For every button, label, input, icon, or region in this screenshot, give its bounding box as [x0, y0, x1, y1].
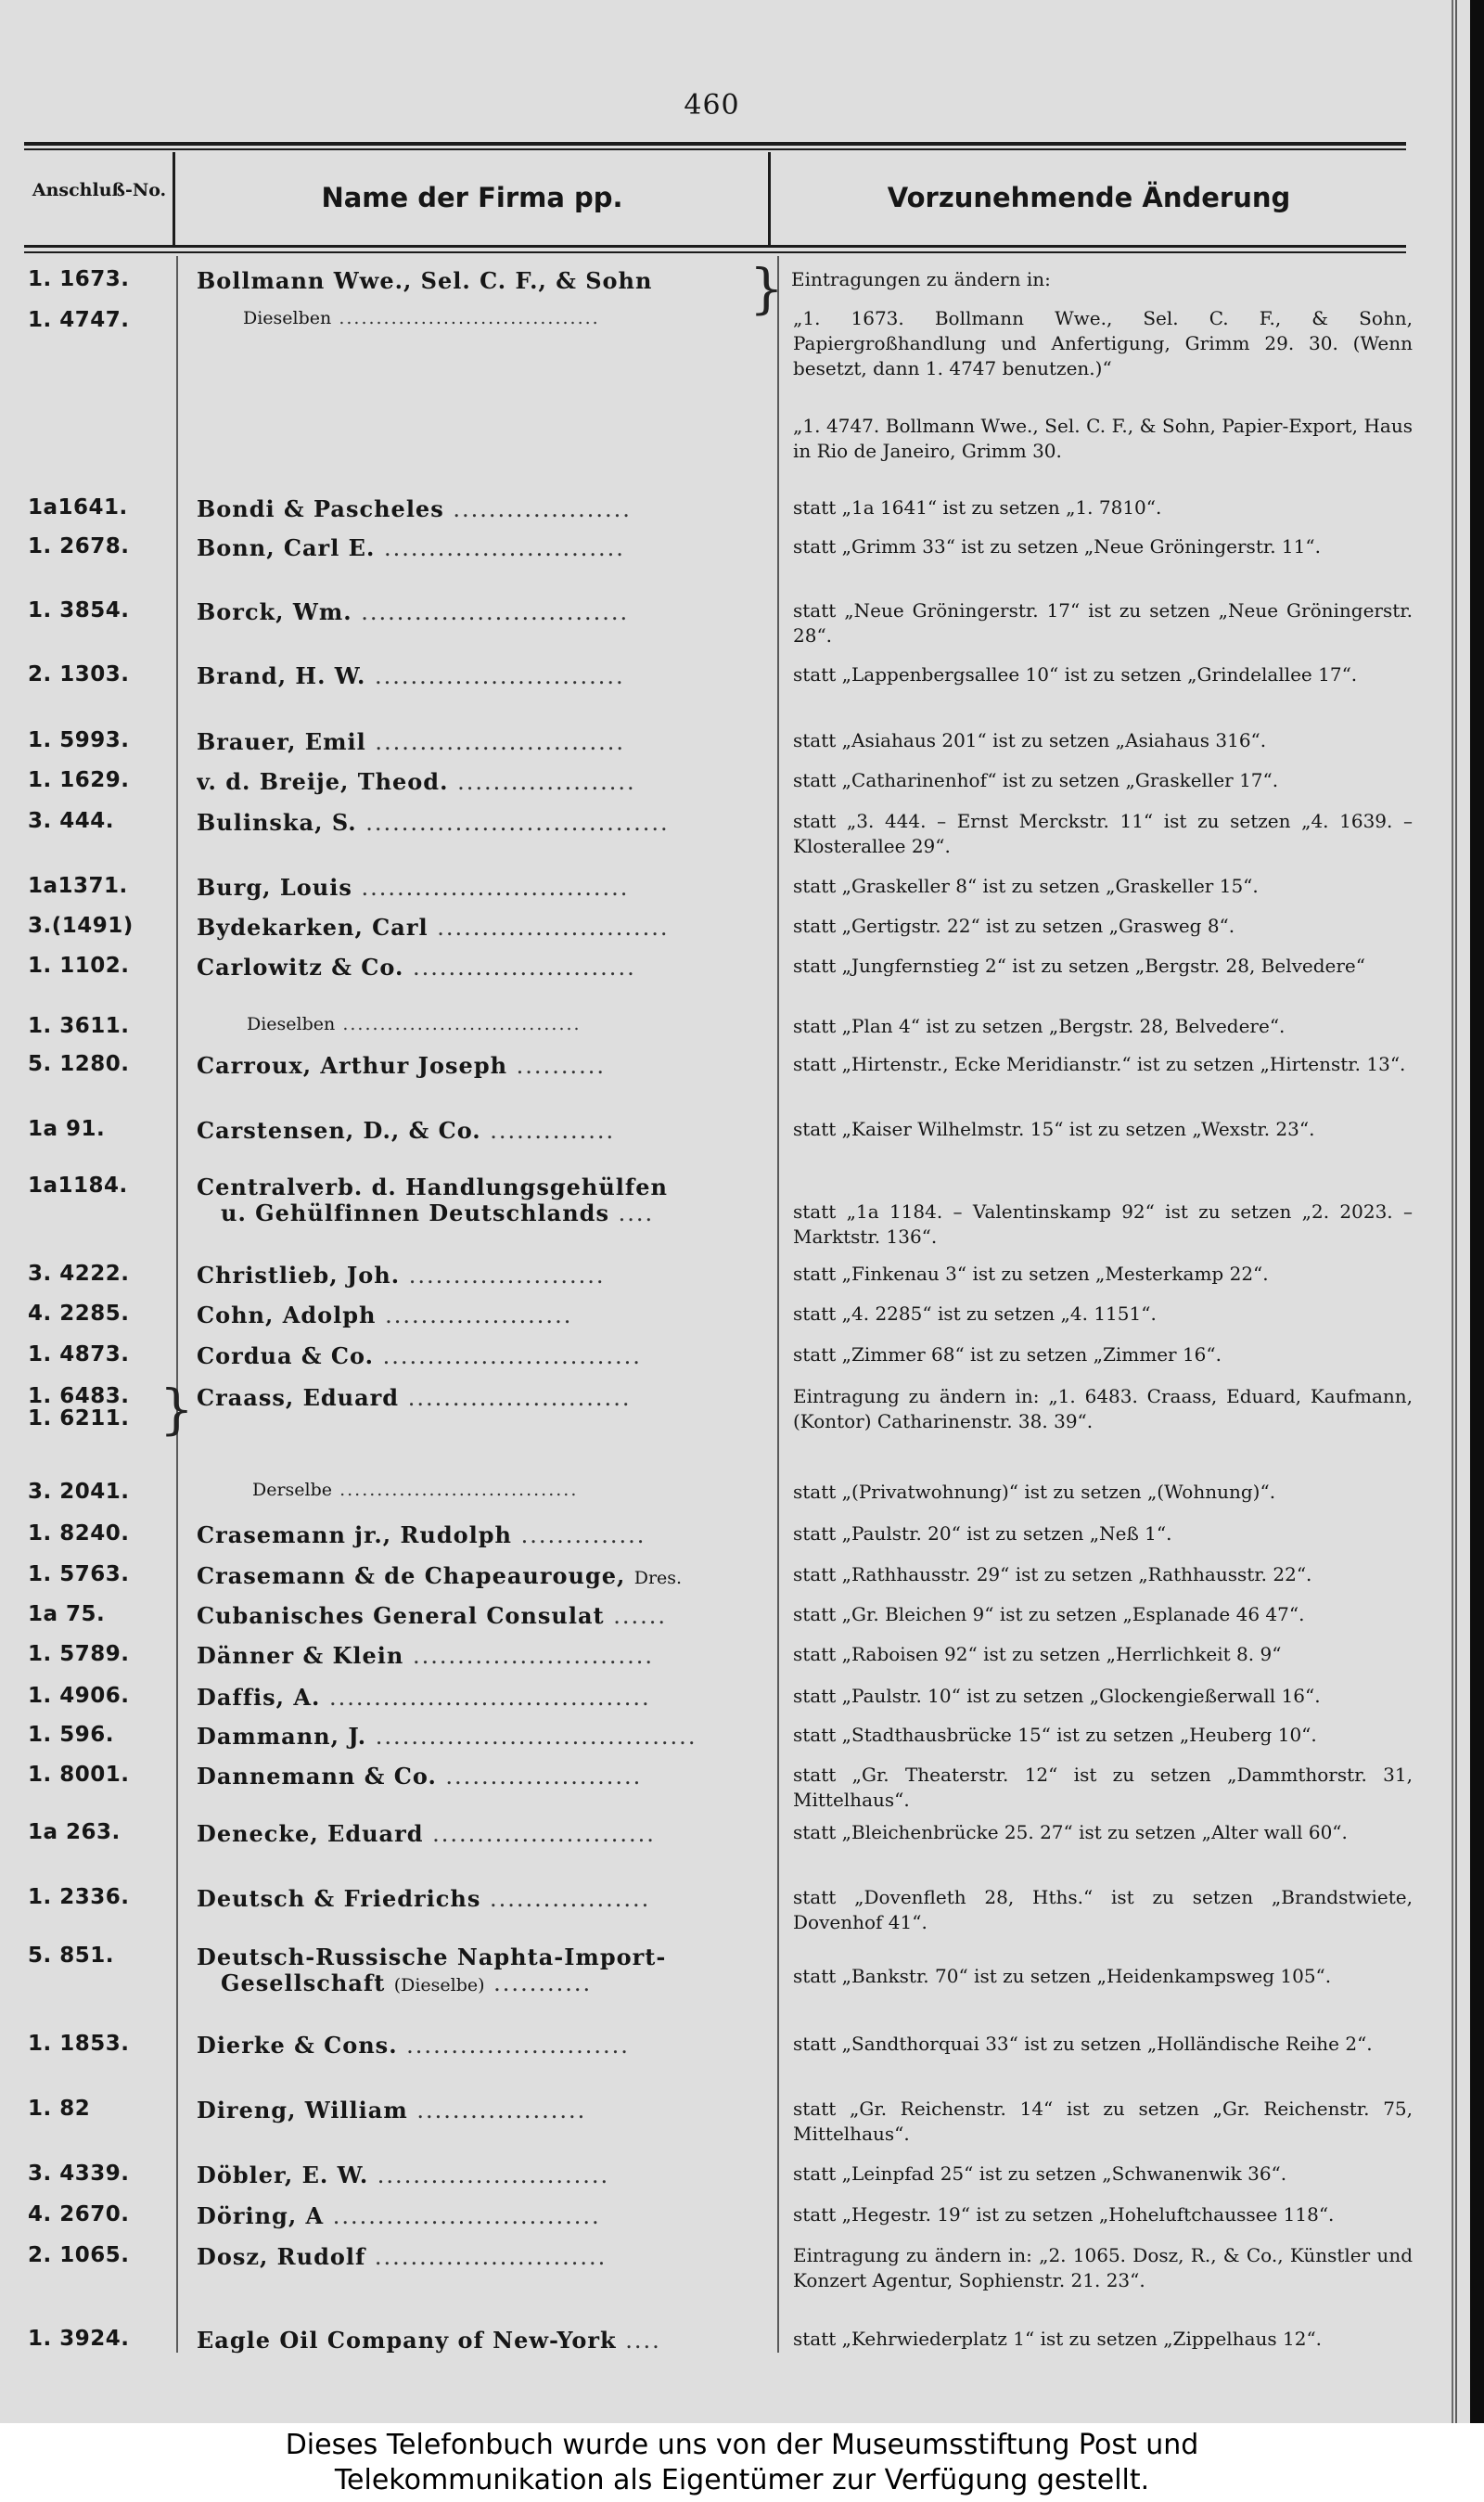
entry-name: Burg, Louis .............................. [197, 874, 630, 901]
entry-name: Centralverb. d. Handlungsgehülfen [197, 1174, 668, 1200]
entry-number: 3.(1491) [28, 914, 134, 938]
entry-name-continued: u. Gehülfinnen Deutschlands .... [221, 1200, 655, 1226]
entry-change-continued: „1. 4747. Bollmann Wwe., Sel. C. F., & Sohn, Papier-Export, Haus in Rio de Janeiro, Grimm 30. [793, 415, 1413, 462]
entry-number: 1. 3924. [28, 2327, 130, 2351]
entry-number: 1a 75. [28, 1602, 106, 1626]
entry-number: 1a1641. [28, 495, 128, 520]
entry-change: statt „Dovenfleth 28, Hths.“ ist zu setzen „Brandstwiete, Dovenhof 41“. [793, 1886, 1413, 1933]
entry-number: 1a 91. [28, 1117, 106, 1141]
entry-number: 3. 4222. [28, 1262, 130, 1286]
entry-number: 1. 1853. [28, 2032, 130, 2056]
entry-number: 2. 1065. [28, 2243, 130, 2267]
entry-name: Cohn, Adolph ..................... [197, 1302, 573, 1328]
entry-number: 1. 82 [28, 2097, 91, 2121]
entry-number: 1. 3611. [28, 1014, 130, 1038]
entry-change: statt „Grimm 33“ ist zu setzen „Neue Gröningerstr. 11“. [793, 535, 1321, 558]
entry-number: 5. 851. [28, 1944, 114, 1968]
entry-number: 1. 4747. [28, 308, 130, 332]
entry-name: Carlowitz & Co. ......................... [197, 954, 636, 981]
column-header-number: Anschluß-No. [32, 180, 167, 200]
entry-number-secondary: 1. 6211. [28, 1406, 130, 1431]
entry-change: statt „Kehrwiederplatz 1“ ist zu setzen „Zippelhaus 12“. [793, 2328, 1323, 2350]
entry-name: Bollmann Wwe., Sel. C. F., & Sohn [197, 267, 653, 294]
entry-name: Denecke, Eduard ......................... [197, 1820, 656, 1847]
entry-number: 1. 1629. [28, 768, 130, 792]
entry-name: Carstensen, D., & Co. .............. [197, 1117, 616, 1144]
entry-name: Bydekarken, Carl .......................... [197, 914, 670, 941]
entry-number: 2. 1303. [28, 662, 130, 686]
footer-line-2: Telekommunikation als Eigentümer zur Verfügung gestellt. [334, 2464, 1150, 2496]
entry-number: 3. 4339. [28, 2162, 130, 2186]
entry-change: statt „Raboisen 92“ ist zu setzen „Herrlichkeit 8. 9“ [793, 1643, 1282, 1665]
entry-change: Eintragungen zu ändern in: [791, 268, 1051, 290]
entry-name: Döring, A .............................. [197, 2202, 601, 2229]
entry-name: Bulinska, S. .................................. [197, 809, 670, 836]
entry-change: statt „Hirtenstr., Ecke Meridianstr.“ ist zu setzen „Hirtenstr. 13“. [793, 1053, 1406, 1075]
entry-number: 1. 4873. [28, 1342, 130, 1366]
entry-change: Eintragung zu ändern in: „2. 1065. Dosz, R., & Co., Künstler und Konzert Agentur, Sophienstr. 21. 23“. [793, 2244, 1413, 2291]
entry-change: statt „Rathhausstr. 29“ ist zu setzen „Rathhausstr. 22“. [793, 1563, 1312, 1585]
entry-number: 1. 6483. [28, 1384, 130, 1408]
entry-change: statt „3. 444. – Ernst Merckstr. 11“ ist zu setzen „4. 1639. – Klosterallee 29“. [793, 810, 1413, 857]
entry-number: 1a1184. [28, 1174, 128, 1198]
footer-text [0, 2423, 1484, 2498]
entry-name: Döbler, E. W. .......................... [197, 2162, 610, 2188]
entry-number: 3. 444. [28, 809, 114, 833]
entry-name: Borck, Wm. .............................. [197, 598, 630, 625]
header-bottom-rule [24, 245, 1406, 248]
entry-change: statt „Kaiser Wilhelmstr. 15“ ist zu setzen „Wexstr. 23“. [793, 1118, 1315, 1140]
entry-name: Dammann, J. .................................... [197, 1723, 697, 1750]
entry-change: statt „Stadthausbrücke 15“ ist zu setzen „Heuberg 10“. [793, 1724, 1317, 1746]
entry-name: Cordua & Co. ............................. [197, 1342, 642, 1369]
entry-name: Craass, Eduard ......................... [197, 1384, 632, 1411]
entry-name: Crasemann jr., Rudolph .............. [197, 1521, 646, 1548]
entry-number: 4. 2670. [28, 2202, 130, 2226]
entry-change: statt „1a 1641“ ist zu setzen „1. 7810“. [793, 496, 1162, 519]
header-bottom-rule-thin [24, 251, 1406, 253]
entry-number: 5. 1280. [28, 1052, 130, 1076]
entry-name: Deutsch-Russische Naphta-Import- [197, 1944, 667, 1970]
entry-name: Dieselben ................................... [243, 308, 600, 328]
entry-change: statt „Neue Gröningerstr. 17“ ist zu setzen „Neue Gröningerstr. 28“. [793, 599, 1413, 647]
scan-edge-lines [1452, 0, 1457, 2423]
entry-change: statt „Hegestr. 19“ ist zu setzen „Hoheluftchaussee 118“. [793, 2203, 1335, 2226]
entry-name: Eagle Oil Company of New-York .... [197, 2327, 661, 2354]
entry-change: statt „Zimmer 68“ ist zu setzen „Zimmer 16“. [793, 1343, 1222, 1366]
entry-name: Deutsch & Friedrichs .................. [197, 1885, 651, 1912]
entry-name: Dänner & Klein ........................... [197, 1642, 654, 1669]
entry-name: Brand, H. W. ............................ [197, 662, 625, 689]
column-divider-2 [777, 256, 779, 2353]
entry-name: Dosz, Rudolf .......................... [197, 2243, 608, 2270]
column-header-name: Name der Firma pp. [321, 182, 623, 213]
scan-edge [1470, 0, 1484, 2423]
entry-number: 1. 5763. [28, 1562, 130, 1586]
top-rule-thin [24, 148, 1406, 150]
entry-change: statt „Sandthorquai 33“ ist zu setzen „Holländische Reihe 2“. [793, 2033, 1373, 2055]
entry-number: 1. 596. [28, 1723, 114, 1747]
entry-change: „1. 1673. Bollmann Wwe., Sel. C. F., & Sohn, Papiergroßhandlung und Anfertigung, Grimm 29. 30. (Wenn besetzt, dann 1. 4747 benutzen.)“ [793, 307, 1413, 379]
entry-change: statt „4. 2285“ ist zu setzen „4. 1151“. [793, 1302, 1157, 1325]
entry-number: 1. 4906. [28, 1684, 130, 1708]
entry-change: statt „1a 1184. – Valentinskamp 92“ ist zu setzen „2. 2023. – Marktstr. 136“. [793, 1200, 1413, 1248]
footer-notice [0, 2423, 1484, 2502]
entry-name: Crasemann & de Chapeaurouge, Dres. [197, 1562, 683, 1589]
entry-number: 1. 2678. [28, 534, 130, 558]
entry-name: Dierke & Cons. ......................... [197, 2032, 630, 2059]
entry-change: statt „Catharinenhof“ ist zu setzen „Graskeller 17“. [793, 769, 1279, 791]
entry-name: Bonn, Carl E. ........................... [197, 534, 625, 561]
entry-change: statt „Finkenau 3“ ist zu setzen „Mesterkamp 22“. [793, 1263, 1269, 1285]
entry-number: 1. 8240. [28, 1521, 130, 1546]
entry-number: 3. 2041. [28, 1480, 130, 1504]
entry-change: statt „Graskeller 8“ ist zu setzen „Graskeller 15“. [793, 875, 1259, 897]
entry-change: statt „Lappenbergsallee 10“ ist zu setzen „Grindelallee 17“. [793, 663, 1358, 686]
entry-change: statt „Asiahaus 201“ ist zu setzen „Asiahaus 316“. [793, 729, 1267, 751]
entry-change: statt „Gr. Reichenstr. 14“ ist zu setzen „Gr. Reichenstr. 75, Mittelhaus“. [793, 2098, 1413, 2145]
entry-number: 1a 263. [28, 1820, 121, 1844]
entry-number: 1. 1673. [28, 267, 130, 291]
entry-name: Bondi & Pascheles .................... [197, 495, 632, 522]
entry-name: Direng, William ................... [197, 2097, 587, 2123]
entry-name: v. d. Breije, Theod. .................... [197, 768, 636, 795]
entry-change: statt „Jungfernstieg 2“ ist zu setzen „Bergstr. 28, Belvedere“ [793, 955, 1365, 977]
entry-name: Dannemann & Co. ...................... [197, 1763, 643, 1790]
column-header-change: Vorzunehmende Änderung [887, 182, 1291, 213]
entry-name: Carroux, Arthur Joseph .......... [197, 1052, 606, 1079]
header-divider-2 [768, 152, 771, 245]
entry-change: statt „Leinpfad 25“ ist zu setzen „Schwanenwik 36“. [793, 2162, 1287, 2185]
entry-number: 1. 3854. [28, 598, 130, 622]
entry-number: 1a1371. [28, 874, 128, 898]
entry-name: Daffis, A. .................................... [197, 1684, 651, 1711]
entry-number: 1. 8001. [28, 1763, 130, 1787]
entry-change: statt „Bankstr. 70“ ist zu setzen „Heidenkampsweg 105“. [793, 1965, 1332, 1987]
entry-number: 1. 5789. [28, 1642, 130, 1666]
entry-name-suffix: (Dieselbe) [393, 1975, 485, 1995]
entry-name: Cubanisches General Consulat ...... [197, 1602, 667, 1629]
entry-name-suffix: Dres. [633, 1568, 683, 1588]
entry-change: statt „Paulstr. 20“ ist zu setzen „Neß 1“. [793, 1522, 1172, 1545]
brace-icon: } [749, 257, 784, 320]
entry-name: Christlieb, Joh. ...................... [197, 1262, 606, 1289]
page-number: 460 [684, 89, 740, 122]
entry-change: Eintragung zu ändern in: „1. 6483. Craass, Eduard, Kaufmann, (Kontor) Catharinenstr. 38. 39“. [793, 1385, 1413, 1432]
entry-change: statt „Gertigstr. 22“ ist zu setzen „Grasweg 8“. [793, 915, 1235, 937]
brace-icon: } [160, 1378, 194, 1441]
entry-number: 1. 5993. [28, 728, 130, 752]
entry-change: statt „Plan 4“ ist zu setzen „Bergstr. 28, Belvedere“. [793, 1015, 1286, 1037]
header-divider-1 [173, 152, 175, 245]
entry-change: statt „Gr. Theaterstr. 12“ ist zu setzen „Dammthorstr. 31, Mittelhaus“. [793, 1764, 1413, 1811]
top-rule [24, 142, 1406, 146]
entry-change: statt „Bleichenbrücke 25. 27“ ist zu setzen „Alter wall 60“. [793, 1821, 1348, 1843]
column-divider-1 [176, 256, 178, 2353]
entry-change: statt „(Privatwohnung)“ ist zu setzen „(Wohnung)“. [793, 1481, 1276, 1503]
entry-number: 1. 1102. [28, 954, 130, 978]
entry-name-continued: Gesellschaft (Dieselbe) ........... [221, 1970, 593, 1996]
footer-line-1: Dieses Telefonbuch wurde uns von der Museumsstiftung Post und [285, 2429, 1199, 2461]
entry-name: Dieselben ................................ [247, 1014, 582, 1034]
entry-change: statt „Gr. Bleichen 9“ ist zu setzen „Esplanade 46 47“. [793, 1603, 1305, 1625]
entry-name: Derselbe ................................ [252, 1480, 579, 1500]
entry-name: Brauer, Emil ............................ [197, 728, 625, 755]
entry-change: statt „Paulstr. 10“ ist zu setzen „Glockengießerwall 16“. [793, 1685, 1321, 1707]
entry-number: 1. 2336. [28, 1885, 130, 1909]
entry-number: 4. 2285. [28, 1302, 130, 1326]
